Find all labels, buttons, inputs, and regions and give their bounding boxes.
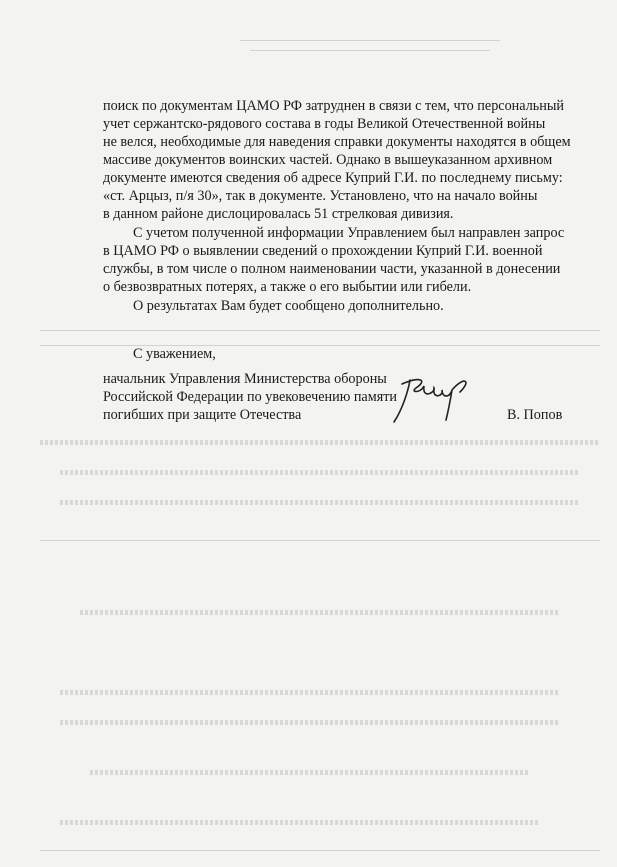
signatory-title-line: начальник Управления Министерства обороны: [103, 371, 387, 387]
body-line: О результатах Вам будет сообщено дополнительно.: [133, 298, 444, 314]
body-line: поиск по документам ЦАМО РФ затруднен в связи с тем, что персональный: [103, 98, 564, 114]
body-line: «ст. Арцыз, п/я 30», так в документе. Установлено, что на начало войны: [103, 188, 538, 204]
body-line: о безвозвратных потерях, а также о его выбытии или гибели.: [103, 279, 472, 295]
body-line: массиве документов воинских частей. Однако в вышеуказанном архивном: [103, 152, 553, 168]
handwritten-signature: [380, 372, 480, 424]
body-line: учет сержантско-рядового состава в годы Великой Отечественной войны: [103, 116, 546, 132]
signatory-name: В. Попов: [507, 407, 563, 423]
closing: С уважением,: [133, 346, 216, 362]
body-line: в ЦАМО РФ о выявлении сведений о прохождении Куприй Г.И. военной: [103, 243, 543, 259]
body-line: в данном районе дислоцировалась 51 стрелковая дивизия.: [103, 206, 454, 222]
body-line: не велся, необходимые для наведения справки документы находятся в общем: [103, 134, 571, 150]
body-line: службы, в том числе о полном наименовании части, указанной в донесении: [103, 261, 561, 277]
signatory-title-line: Российской Федерации по увековечению памяти: [103, 389, 398, 405]
signatory-title-line: погибших при защите Отечества: [103, 407, 302, 423]
body-line: документе имеются сведения об адресе Куприй Г.И. по последнему письму:: [103, 170, 563, 186]
body-line: С учетом полученной информации Управлением был направлен запрос: [133, 225, 565, 241]
